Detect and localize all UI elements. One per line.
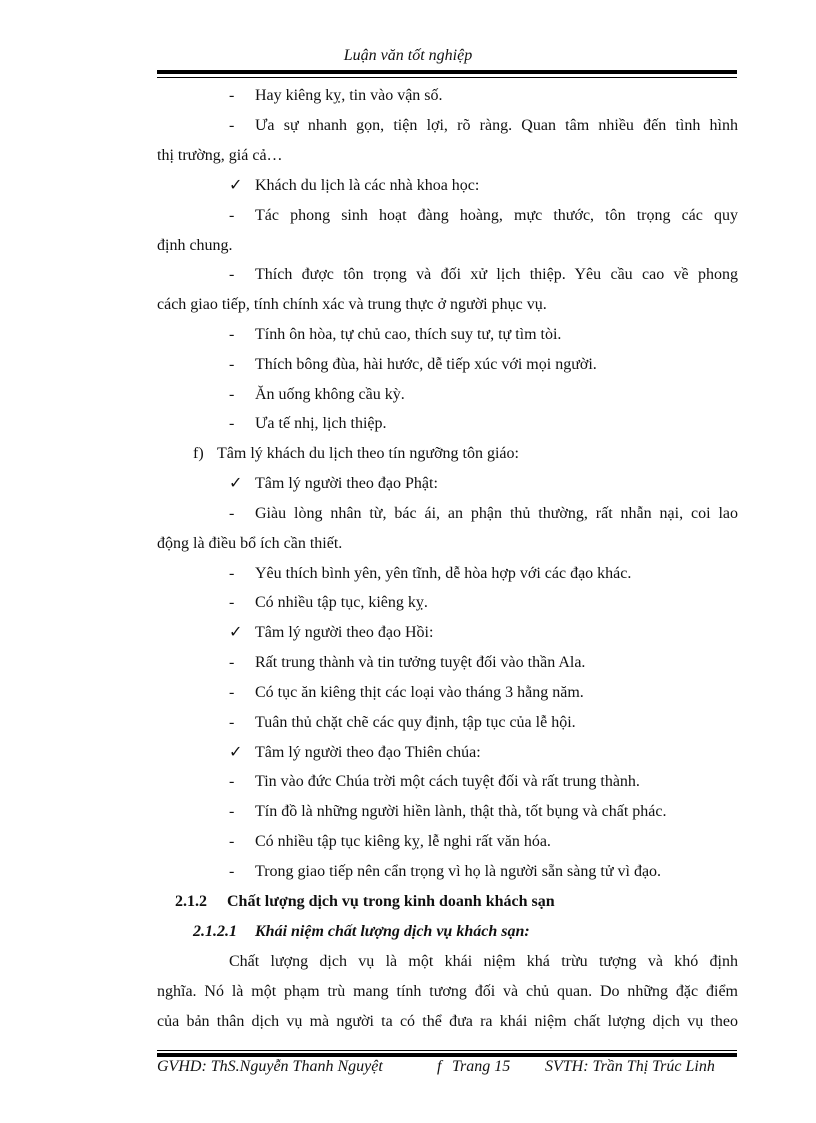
line-text: Có nhiều tập tục, kiêng kỵ. <box>255 594 428 611</box>
section-title: Chất lượng dịch vụ trong kinh doanh khách sạn <box>227 893 555 910</box>
list-item <box>229 623 433 643</box>
dash-marker: - <box>229 565 235 582</box>
dash-marker: - <box>229 863 235 880</box>
line-text: Yêu thích bình yên, yên tĩnh, dễ hòa hợp với các đạo khác. <box>255 565 632 582</box>
line-text: Ưa sự nhanh gọn, tiện lợi, rõ ràng. Quan tâm nhiều đến tình hình <box>255 117 738 134</box>
list-item <box>229 414 387 434</box>
subsection-title: Khái niệm chất lượng dịch vụ khách sạn: <box>255 923 530 940</box>
check-icon: ✓ <box>229 177 243 194</box>
line-text: Ăn uống không cầu kỳ. <box>255 386 405 403</box>
line-text: Tác phong sinh hoạt đàng hoàng, mực thước, tôn trọng các quy <box>255 207 738 224</box>
dash-marker: - <box>229 326 235 343</box>
check-icon: ✓ <box>229 744 243 761</box>
dash-marker: - <box>229 266 235 283</box>
line-text: Tâm lý người theo đạo Phật: <box>255 475 438 492</box>
list-item <box>229 206 738 226</box>
paragraph-line: Chất lượng dịch vụ là một khái niệm khá trừu tượng và khó định <box>229 953 738 970</box>
line-text: Thích được tôn trọng và đối xử lịch thiệp. Yêu cầu cao về phong <box>255 266 738 283</box>
dash-marker: - <box>229 803 235 820</box>
footer-page-marker: f <box>437 1058 442 1075</box>
dash-marker: - <box>229 654 235 671</box>
list-item <box>229 713 576 733</box>
dash-marker: - <box>229 386 235 403</box>
list-item <box>229 325 561 345</box>
list-item <box>229 862 661 882</box>
header-title: Luận văn tốt nghiệp <box>343 47 473 64</box>
line-text: Thích bông đùa, hài hước, dễ tiếp xúc với mọi người. <box>255 356 597 373</box>
list-item <box>229 743 481 763</box>
paragraph-line: của bản thân dịch vụ mà người ta có thể đưa ra khái niệm chất lượng dịch vụ theo <box>157 1013 738 1030</box>
list-item <box>229 593 428 613</box>
footer-rule-thick <box>157 1053 737 1057</box>
check-icon: ✓ <box>229 624 243 641</box>
list-item <box>229 653 585 673</box>
dash-marker: - <box>229 773 235 790</box>
list-item <box>229 683 584 703</box>
line-text: Tuân thủ chặt chẽ các quy định, tập tục của lễ hội. <box>255 714 576 731</box>
list-item <box>229 564 631 584</box>
line-text: Tâm lý người theo đạo Hồi: <box>255 624 434 641</box>
paragraph-line: nghĩa. Nó là một phạm trù mang tính tương đối và chủ quan. Do những đặc điểm <box>157 983 738 1000</box>
header-rule-thin <box>157 77 737 78</box>
list-item <box>229 265 738 285</box>
subsection-number: 2.1.2.1 <box>193 923 237 940</box>
dash-marker: - <box>229 594 235 611</box>
item-letter: f) <box>193 445 204 462</box>
continuation-line: cách giao tiếp, tính chính xác và trung thực ở người phục vụ. <box>157 296 547 313</box>
list-item <box>229 772 640 792</box>
list-item <box>229 832 551 852</box>
dash-marker: - <box>229 505 235 522</box>
check-icon: ✓ <box>229 475 243 492</box>
footer-advisor: GVHD: ThS.Nguyễn Thanh Nguyệt <box>157 1058 383 1075</box>
dash-marker: - <box>229 87 235 104</box>
dash-marker: - <box>229 833 235 850</box>
footer-rule-thin <box>157 1050 737 1051</box>
header-rule-thick <box>157 70 737 74</box>
dash-marker: - <box>229 356 235 373</box>
section-number: 2.1.2 <box>175 893 207 910</box>
line-text: Hay kiêng kỵ, tin vào vận số. <box>255 87 443 104</box>
line-text: Rất trung thành và tin tưởng tuyệt đối vào thần Ala. <box>255 654 586 671</box>
line-text: Khách du lịch là các nhà khoa học: <box>255 177 480 194</box>
footer-student: SVTH: Trần Thị Trúc Linh <box>545 1058 715 1075</box>
section-heading <box>175 892 555 912</box>
list-item <box>229 474 438 494</box>
list-item <box>229 385 405 405</box>
continuation-line: động là điều bổ ích cần thiết. <box>157 535 343 552</box>
list-item <box>229 504 738 524</box>
dash-marker: - <box>229 714 235 731</box>
continuation-line: thị trường, giá cả… <box>157 147 283 164</box>
subsection-heading <box>193 922 530 942</box>
dash-marker: - <box>229 207 235 224</box>
line-text: Tín đồ là những người hiền lành, thật thà, tốt bụng và chất phác. <box>255 803 667 820</box>
line-text: Tâm lý người theo đạo Thiên chúa: <box>255 744 481 761</box>
line-text: Trong giao tiếp nên cẩn trọng vì họ là người sẵn sàng tử vì đạo. <box>255 863 662 880</box>
list-item <box>229 176 479 196</box>
line-text: Tâm lý khách du lịch theo tín ngưỡng tôn giáo: <box>217 445 519 462</box>
list-item <box>229 355 597 375</box>
dash-marker: - <box>229 415 235 432</box>
list-item <box>229 116 738 136</box>
continuation-line: định chung. <box>157 237 233 254</box>
line-text: Có nhiều tập tục kiêng kỵ, lễ nghi rất văn hóa. <box>255 833 551 850</box>
dash-marker: - <box>229 684 235 701</box>
list-item <box>229 802 667 822</box>
line-text: Tin vào đức Chúa trời một cách tuyệt đối và rất trung thành. <box>255 773 640 790</box>
sub-heading <box>193 444 519 464</box>
list-item <box>229 86 443 106</box>
line-text: Có tục ăn kiêng thịt các loại vào tháng 3 hằng năm. <box>255 684 584 701</box>
footer-page-number: Trang 15 <box>452 1058 511 1075</box>
dash-marker: - <box>229 117 235 134</box>
line-text: Giàu lòng nhân từ, bác ái, an phận thủ thường, rất nhẫn nại, coi lao <box>255 505 738 522</box>
line-text: Ưa tế nhị, lịch thiệp. <box>255 415 387 432</box>
line-text: Tính ôn hòa, tự chủ cao, thích suy tư, tự tìm tòi. <box>255 326 562 343</box>
